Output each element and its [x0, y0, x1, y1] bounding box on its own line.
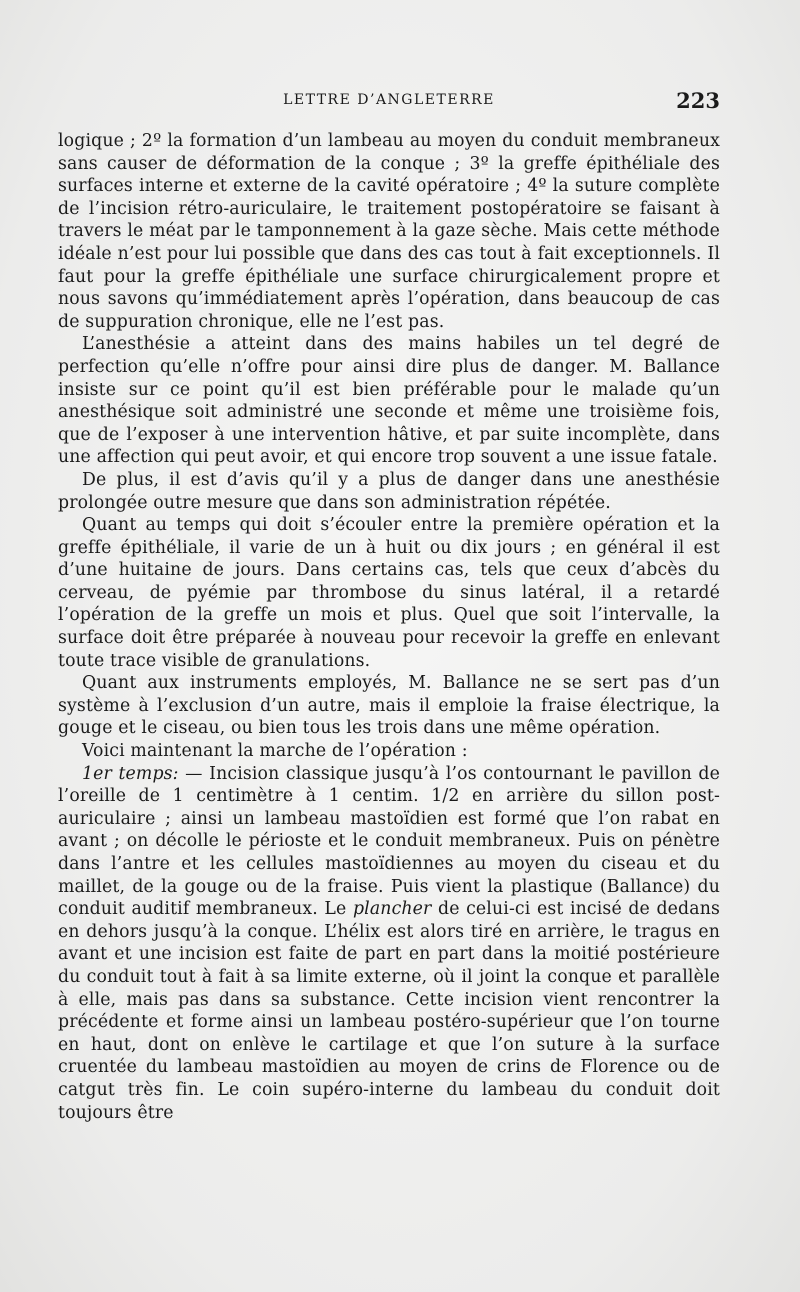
body-text: [58, 130, 720, 1124]
step-paragraph: [58, 763, 720, 1125]
page-number: 223: [676, 88, 720, 113]
step-text: — Incision classique jusqu’à l’os contournant le pavillon de l’oreille de 1 centimètre à 1 centim. 1/2 en arrière du sillon post-auriculaire ; ainsi un lambeau mastoïdien est formé que l’on rabat en avant ; on décolle le périoste et le conduit membraneux. Puis on pénètre dans l’antre et les cellules mastoïdiennes au moyen du ciseau et du maillet, de la gouge ou de la fraise. Puis vient la plastique (Ballance) du conduit auditif membraneux. Le: [58, 763, 720, 920]
paragraph: Quant au temps qui doit s’écouler entre la première opération et la greffe épithéliale, il varie de un à huit ou dix jours ; en général il est d’une huitaine de jours. Dans certains cas, tels que ceux d’abcès du cerveau, de pyémie par thrombose du sinus latéral, il a retardé l’opération de la greffe un mois et plus. Quel que soit l’intervalle, la surface doit être préparée à nouveau pour recevoir la greffe en enlevant toute trace visible de granulations.: [58, 515, 720, 671]
running-title: LETTRE D’ANGLETERRE: [283, 92, 495, 108]
paragraph: logique ; 2º la formation d’un lambeau au moyen du conduit membraneux sans causer de déformation de la conque ; 3º la greffe épithéliale des surfaces interne et externe de la cavité opératoire ; 4º la suture complète de l’incision rétro-auriculaire, le traitement postopératoire se faisant à travers le méat par le tamponnement à la gaze sèche. Mais cette méthode idéale n’est pour lui possible que dans des cas tout à fait exceptionnels. Il faut pour la greffe épithéliale une surface chirurgicalement propre et nous savons qu’immédiatement après l’opération, dans beaucoup de cas de suppuration chronique, elle ne l’est pas.: [58, 131, 720, 332]
step-text-continued: de celui-ci est incisé de dedans en dehors jusqu’à la conque. L’hélix est alors tiré en arrière, le tragus en avant et une incision est faite de part en part dans la moitié postérieure du conduit tout à fait à sa limite externe, où il joint la conque et parallèle à elle, mais pas dans sa substance. Cette incision vient rencontrer la précédente et forme ainsi un lambeau postéro-supérieur que l’on tourne en haut, dont on enlève le cartilage et que l’on suture à la surface cruentée du lambeau mastoïdien au moyen de crins de Florence ou de catgut très fin. Le coin supéro-interne du lambeau du conduit doit toujours être: [58, 899, 720, 1123]
paragraph: De plus, il est d’avis qu’il y a plus de danger dans une anesthésie prolongée outre mesure que dans son administration répétée.: [58, 469, 720, 513]
paragraph: Quant aux instruments employés, M. Ballance ne se sert pas d’un système à l’exclusion d’un autre, mais il emploie la fraise électrique, la gouge et le ciseau, ou bien tous les trois dans une même opération.: [58, 673, 720, 739]
step-label: 1er temps:: [82, 763, 179, 784]
paragraph: Voici maintenant la marche de l’opération :: [82, 741, 468, 762]
paragraph: L’anesthésie a atteint dans des mains habiles un tel degré de perfection qu’elle n’offre pour ainsi dire plus de danger. M. Ballance insiste sur ce point qu’il est bien préférable pour le malade qu’un anesthésique soit administré une seconde et même une troisième fois, que de l’exposer à une intervention hâtive, et par suite incomplète, dans une affection qui peut avoir, et qui encore trop souvent a une issue fatale.: [58, 334, 720, 468]
page-header: [58, 88, 720, 116]
emphasis-term: plancher: [352, 899, 432, 920]
